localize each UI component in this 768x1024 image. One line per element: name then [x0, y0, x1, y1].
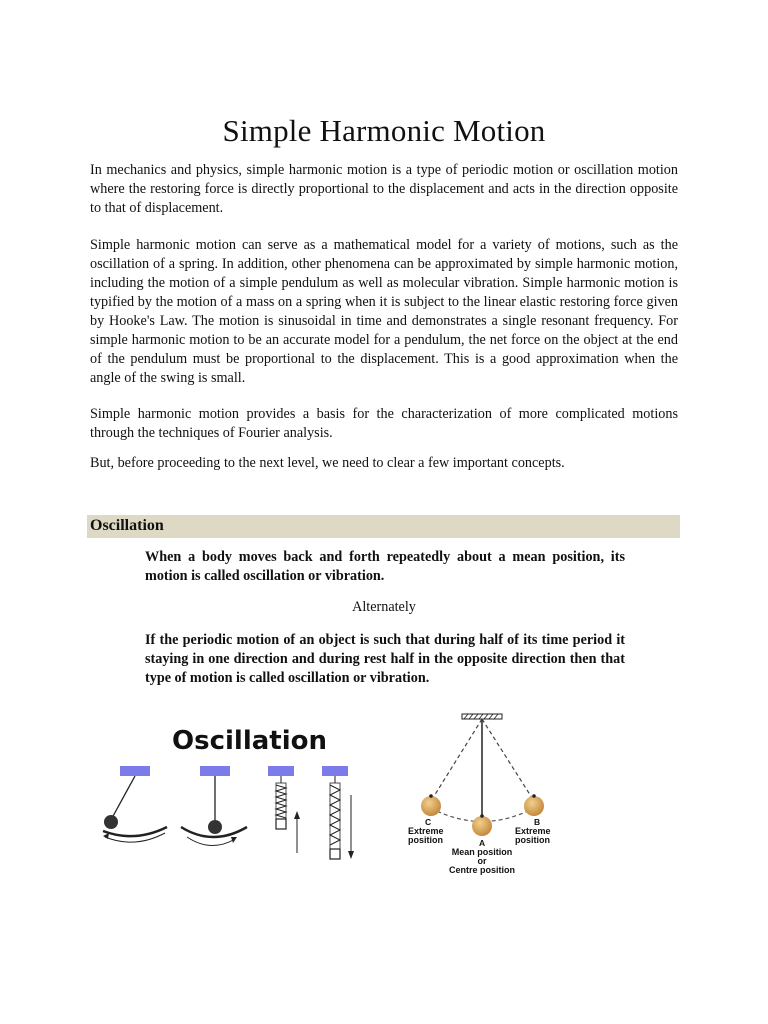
- page-title: Simple Harmonic Motion: [222, 112, 546, 148]
- pendulum-bob: [208, 820, 222, 834]
- label-a-line3: Centre position: [448, 865, 516, 875]
- support-block: [268, 766, 294, 776]
- definition-2: If the periodic motion of an object is such that during half of its time period it staying in one direction and during rest half in the opposite direction then that type of motion is called oscillation or vibration.: [145, 632, 625, 686]
- label-b-letter: B: [534, 817, 541, 827]
- spring-extended: [322, 766, 354, 859]
- label-b-line1: Extreme: [515, 826, 551, 836]
- spring-compressed: [268, 766, 300, 853]
- spring-mass: [330, 849, 340, 859]
- pendulum-bob: [104, 815, 118, 829]
- model-paragraph: Simple harmonic motion can serve as a mathematical model for a variety of motions, such as the oscillation of a spring. In addition, other phenomena can be approximated by simple harmonic motion, including the motion of a simple pendulum as well as molecular vibration. Simple harmonic motion is typified by the motion of a mass on a spring when it is subject to the linear elastic restoring force given by Hooke's Law. The motion is sinusoidal in time and demonstrates a single resonant frequency. For simple harmonic motion to be an accurate model for a pendulum, the net force on the object at the end of the pendulum must be proportional to the displacement. This is a good approximation when the angle of the swing is small.: [90, 237, 678, 386]
- bob-c: [421, 796, 441, 816]
- concepts-paragraph: But, before proceeding to the next level, we need to clear a few important concepts.: [90, 455, 565, 471]
- label-a-letter: A: [479, 838, 486, 848]
- bob-a: [472, 816, 492, 836]
- label-a-line1: Mean position: [451, 847, 513, 857]
- spring-mass: [276, 819, 286, 829]
- label-c-line2: position: [408, 835, 443, 845]
- fourier-paragraph: Simple harmonic motion provides a basis for the characterization of more complicated motions through the techniques of Fourier analysis.: [90, 406, 678, 441]
- section-heading-bar: [87, 515, 680, 538]
- label-b-line2: position: [515, 835, 550, 845]
- bob-b: [524, 796, 544, 816]
- pendulum-displaced: [103, 766, 167, 842]
- pendulum-mean: [181, 766, 247, 846]
- intro-paragraph: In mechanics and physics, simple harmonic motion is a type of periodic motion or oscillation motion where the restoring force is directly proportional to the displacement and acts in the direction opposite to that of displacement.: [90, 162, 678, 216]
- label-a-line2: or: [477, 856, 487, 866]
- support-block: [200, 766, 230, 776]
- alternately-text: Alternately: [352, 599, 416, 615]
- oscillation-figure-title: Oscillation: [172, 726, 327, 756]
- label-c-line1: Extreme: [408, 826, 444, 836]
- label-c-letter: C: [425, 817, 432, 827]
- section-heading: Oscillation: [90, 517, 164, 534]
- definition-1: When a body moves back and forth repeatedly about a mean position, its motion is called oscillation or vibration.: [145, 549, 625, 584]
- support-block: [322, 766, 348, 776]
- oscillation-figure: [95, 715, 375, 865]
- support-block: [120, 766, 150, 776]
- pendulum-positions-figure: [400, 705, 570, 880]
